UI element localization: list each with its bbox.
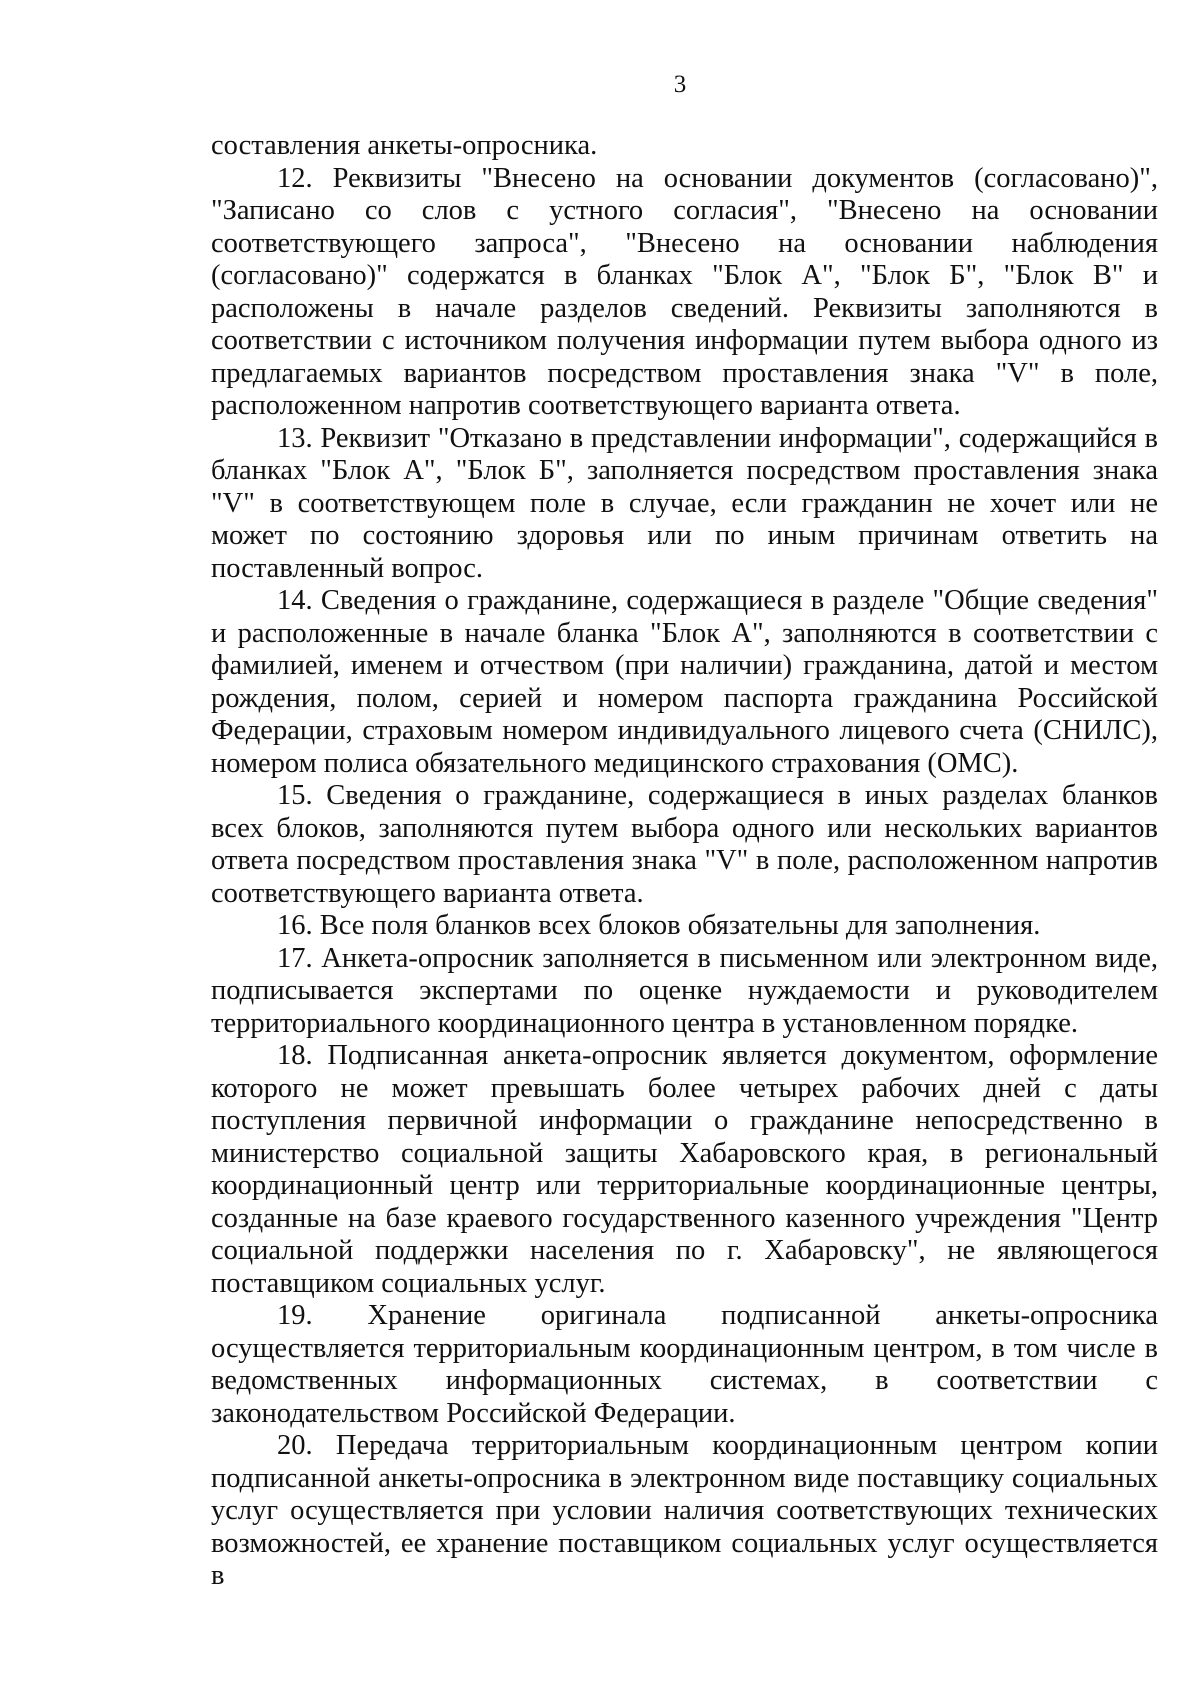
page-number: 3 <box>673 71 687 98</box>
paragraph-19: 19. Хранение оригинала подписанной анкеты-опросника осуществляется территориальным координационным центром, в том числе в ведомственных информационных системах, в соответствии с законодательством Российской Федерации. <box>211 1300 1158 1429</box>
paragraph-15: 15. Сведения о гражданине, содержащиеся в иных разделах бланков всех блоков, заполняются путем выбора одного или нескольких вариантов ответа посредством проставления знака "V" в поле, расположенном напротив соответствующего варианта ответа. <box>211 780 1158 909</box>
paragraph-14: 14. Сведения о гражданине, содержащиеся в разделе "Общие сведения" и расположенные в начале бланка "Блок А", заполняются в соответствии с фамилией, именем и отчеством (при наличии) гражданина, датой и местом рождения, полом, серией и номером паспорта гражданина Российской Федерации, страховым номером индивидуального лицевого счета (СНИЛС), номером полиса обязательного медицинского страхования (ОМС). <box>211 585 1158 779</box>
paragraph-continuation: составления анкеты-опросника. <box>211 130 598 161</box>
document-body <box>211 130 1158 1593</box>
paragraph-20: 20. Передача территориальным координационным центром копии подписанной анкеты-опросника в электронном виде поставщику социальных услуг осуществляется при условии наличия соответствующих технических возможностей, ее хранение поставщиком социальных услуг осуществляется в <box>211 1430 1158 1591</box>
paragraph-17: 17. Анкета-опросник заполняется в письменном или электронном виде, подписывается экспертами по оценке нуждаемости и руководителем территориального координационного центра в установленном порядке. <box>211 942 1158 1039</box>
paragraph-18: 18. Подписанная анкета-опросник является документом, оформление которого не может превышать более четырех рабочих дней с даты поступления первичной информации о гражданине непосредственно в министерство социальной защиты Хабаровского края, в региональный координационный центр или территориальные координационные центры, созданные на базе краевого государственного казенного учреждения "Центр социальной поддержки населения по г. Хабаровску", не являющегося поставщиком социальных услуг. <box>211 1040 1158 1299</box>
paragraph-13: 13. Реквизит "Отказано в представлении информации", содержащийся в бланках "Блок А", "Блок Б", заполняется посредством проставления знака "V" в соответствующем поле в случае, если гражданин не хочет или не может по состоянию здоровья или по иным причинам ответить на поставленный вопрос. <box>211 422 1158 584</box>
paragraph-16: 16. Все поля бланков всех блоков обязательны для заполнения. <box>277 910 1041 941</box>
paragraph-12: 12. Реквизиты "Внесено на основании документов (согласовано)", "Записано со слов с устного согласия", "Внесено на основании соответствующего запроса", "Внесено на основании наблюдения (согласовано)" содержатся в бланках "Блок А", "Блок Б", "Блок В" и расположены в начале разделов сведений. Реквизиты заполняются в соответствии с источником получения информации путем выбора одного из предлагаемых вариантов посредством проставления знака "V" в поле, расположенном напротив соответствующего варианта ответа. <box>211 162 1158 421</box>
